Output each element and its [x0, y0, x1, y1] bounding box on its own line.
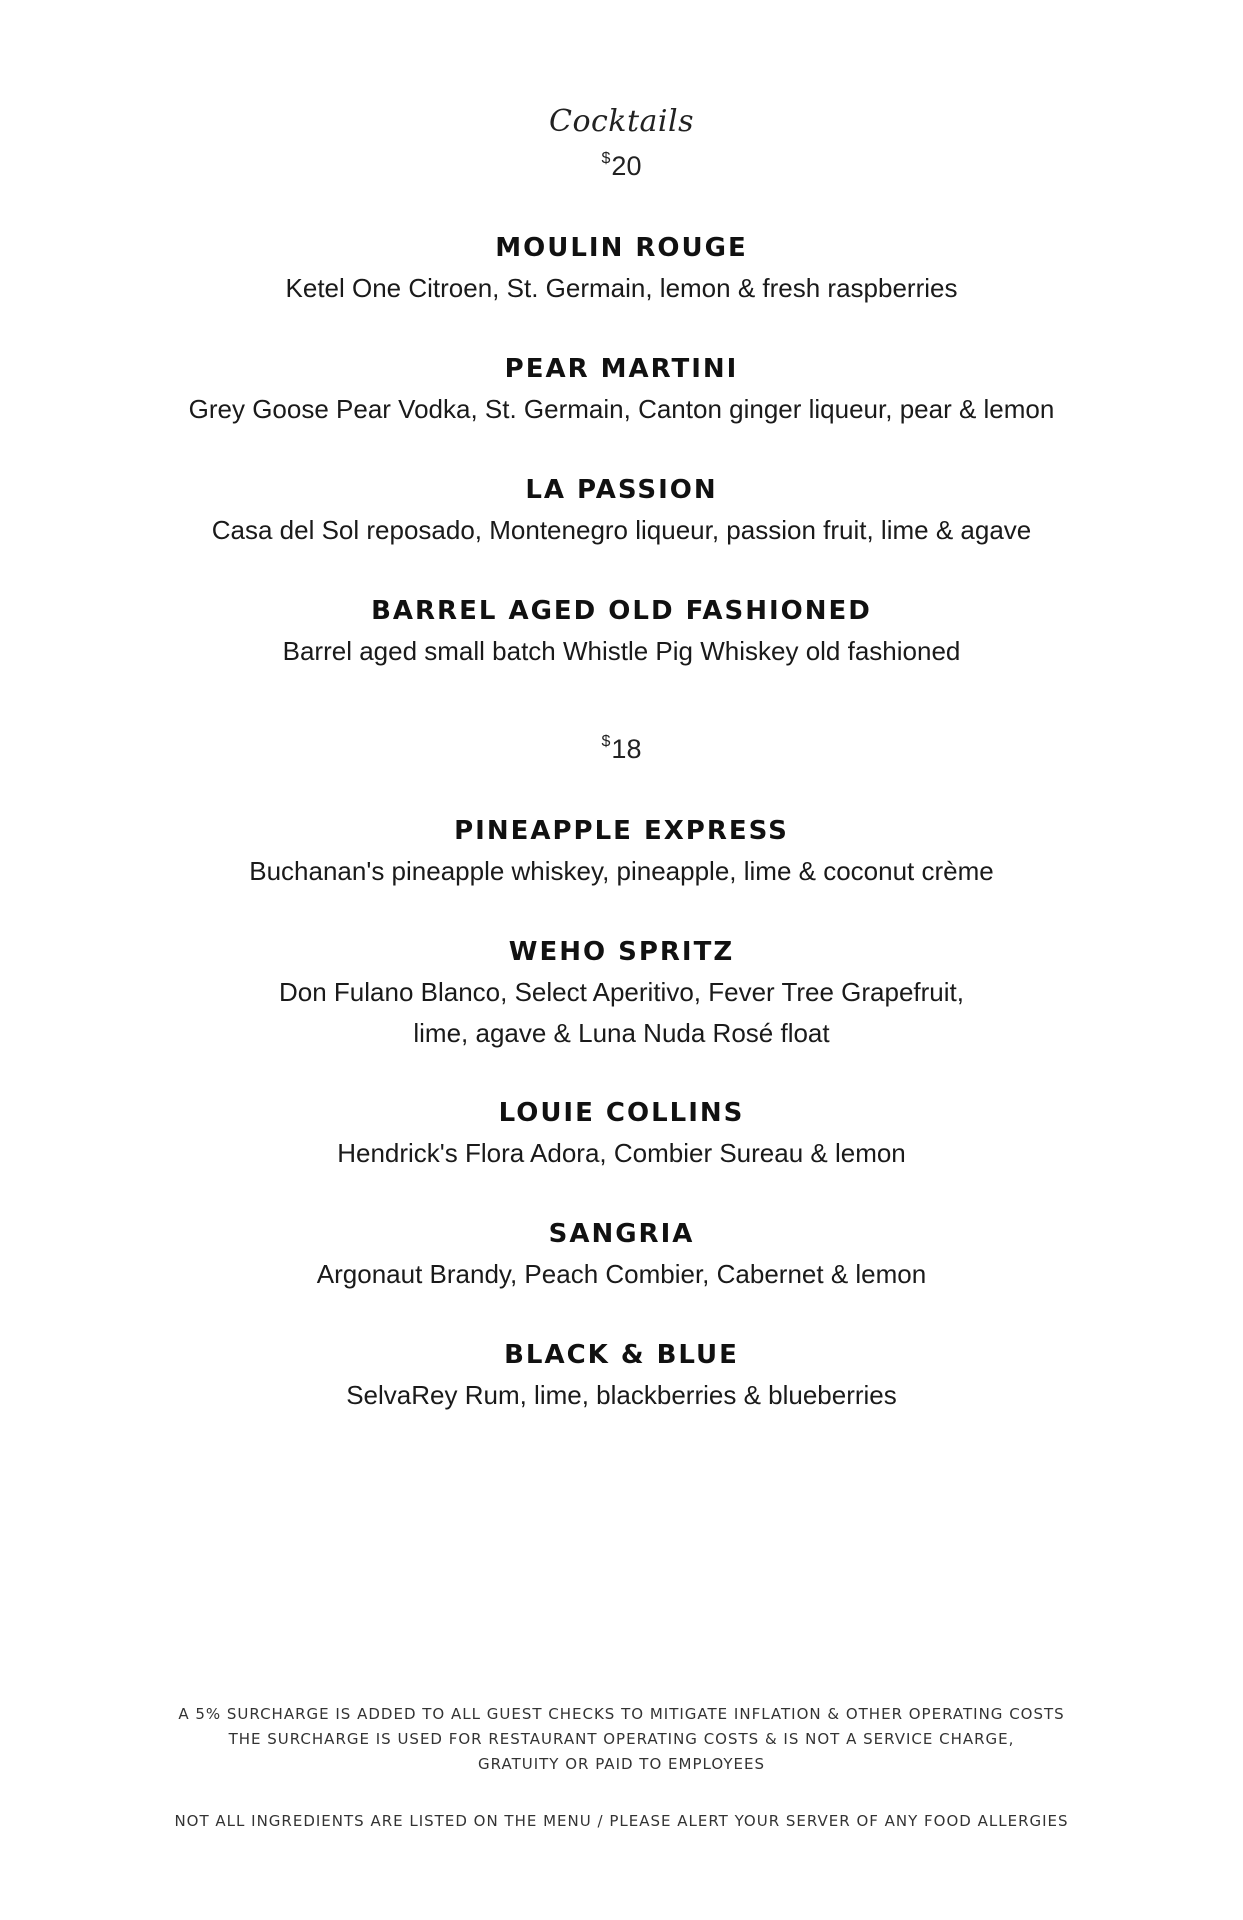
currency-symbol: $ [601, 150, 611, 167]
item-description: Casa del Sol reposado, Montenegro liqueur, passion fruit, lime & agave [211, 515, 1032, 545]
item-description: Ketel One Citroen, St. Germain, lemon & fresh raspberries [285, 273, 958, 303]
surcharge-notice [0, 1702, 1243, 1777]
item-description: Buchanan's pineapple whiskey, pineapple, lime & coconut crème [249, 856, 994, 886]
item-description: Don Fulano Blanco, Select Aperitivo, Fever Tree Grapefruit, [278, 977, 964, 1007]
surcharge-line-3: GRATUITY OR PAID TO EMPLOYEES [478, 1755, 765, 1773]
menu-item-pear-martini [0, 349, 1243, 430]
item-description: Argonaut Brandy, Peach Combier, Cabernet & lemon [316, 1259, 927, 1289]
menu-item-moulin-rouge [0, 228, 1243, 309]
item-description: Grey Goose Pear Vodka, St. Germain, Canton ginger liqueur, pear & lemon [188, 394, 1055, 424]
item-name: WEHO SPRITZ [508, 937, 735, 967]
item-description: SelvaRey Rum, lime, blackberries & blueberries [346, 1380, 897, 1410]
price-amount: 20 [611, 151, 642, 181]
item-name: BARREL AGED OLD FASHIONED [371, 596, 872, 626]
menu-item-pineapple-express [0, 811, 1243, 892]
item-name: SANGRIA [548, 1219, 695, 1249]
allergy-notice: NOT ALL INGREDIENTS ARE LISTED ON THE MENU / PLEASE ALERT YOUR SERVER OF ANY FOOD ALLERGIES [174, 1812, 1069, 1830]
item-description: Barrel aged small batch Whistle Pig Whiskey old fashioned [282, 636, 961, 666]
item-name: PEAR MARTINI [504, 354, 739, 384]
item-description-line2: lime, agave & Luna Nuda Rosé float [413, 1018, 830, 1048]
item-description: Hendrick's Flora Adora, Combier Sureau & lemon [337, 1138, 906, 1168]
item-name: LA PASSION [525, 475, 718, 505]
item-name: MOULIN ROUGE [495, 233, 748, 263]
menu-item-louie-collins [0, 1093, 1243, 1174]
menu-item-weho-spritz [0, 932, 1243, 1054]
menu-item-la-passion [0, 470, 1243, 551]
menu-item-sangria [0, 1214, 1243, 1295]
price-tier-18 [0, 733, 1243, 765]
menu-item-barrel-aged-old-fashioned [0, 591, 1243, 672]
price-tier-20 [0, 150, 1243, 182]
item-name: BLACK & BLUE [504, 1340, 739, 1370]
menu-title: Cocktails [548, 104, 695, 139]
item-name: PINEAPPLE EXPRESS [454, 816, 789, 846]
price-amount: 18 [611, 734, 642, 764]
surcharge-line-2: THE SURCHARGE IS USED FOR RESTAURANT OPERATING COSTS & IS NOT A SERVICE CHARGE, [228, 1730, 1015, 1748]
menu-item-black-and-blue [0, 1335, 1243, 1416]
item-name: LOUIE COLLINS [498, 1098, 745, 1128]
currency-symbol: $ [601, 733, 611, 750]
surcharge-line-1: A 5% SURCHARGE IS ADDED TO ALL GUEST CHECKS TO MITIGATE INFLATION & OTHER OPERATING COSTS [178, 1705, 1065, 1723]
